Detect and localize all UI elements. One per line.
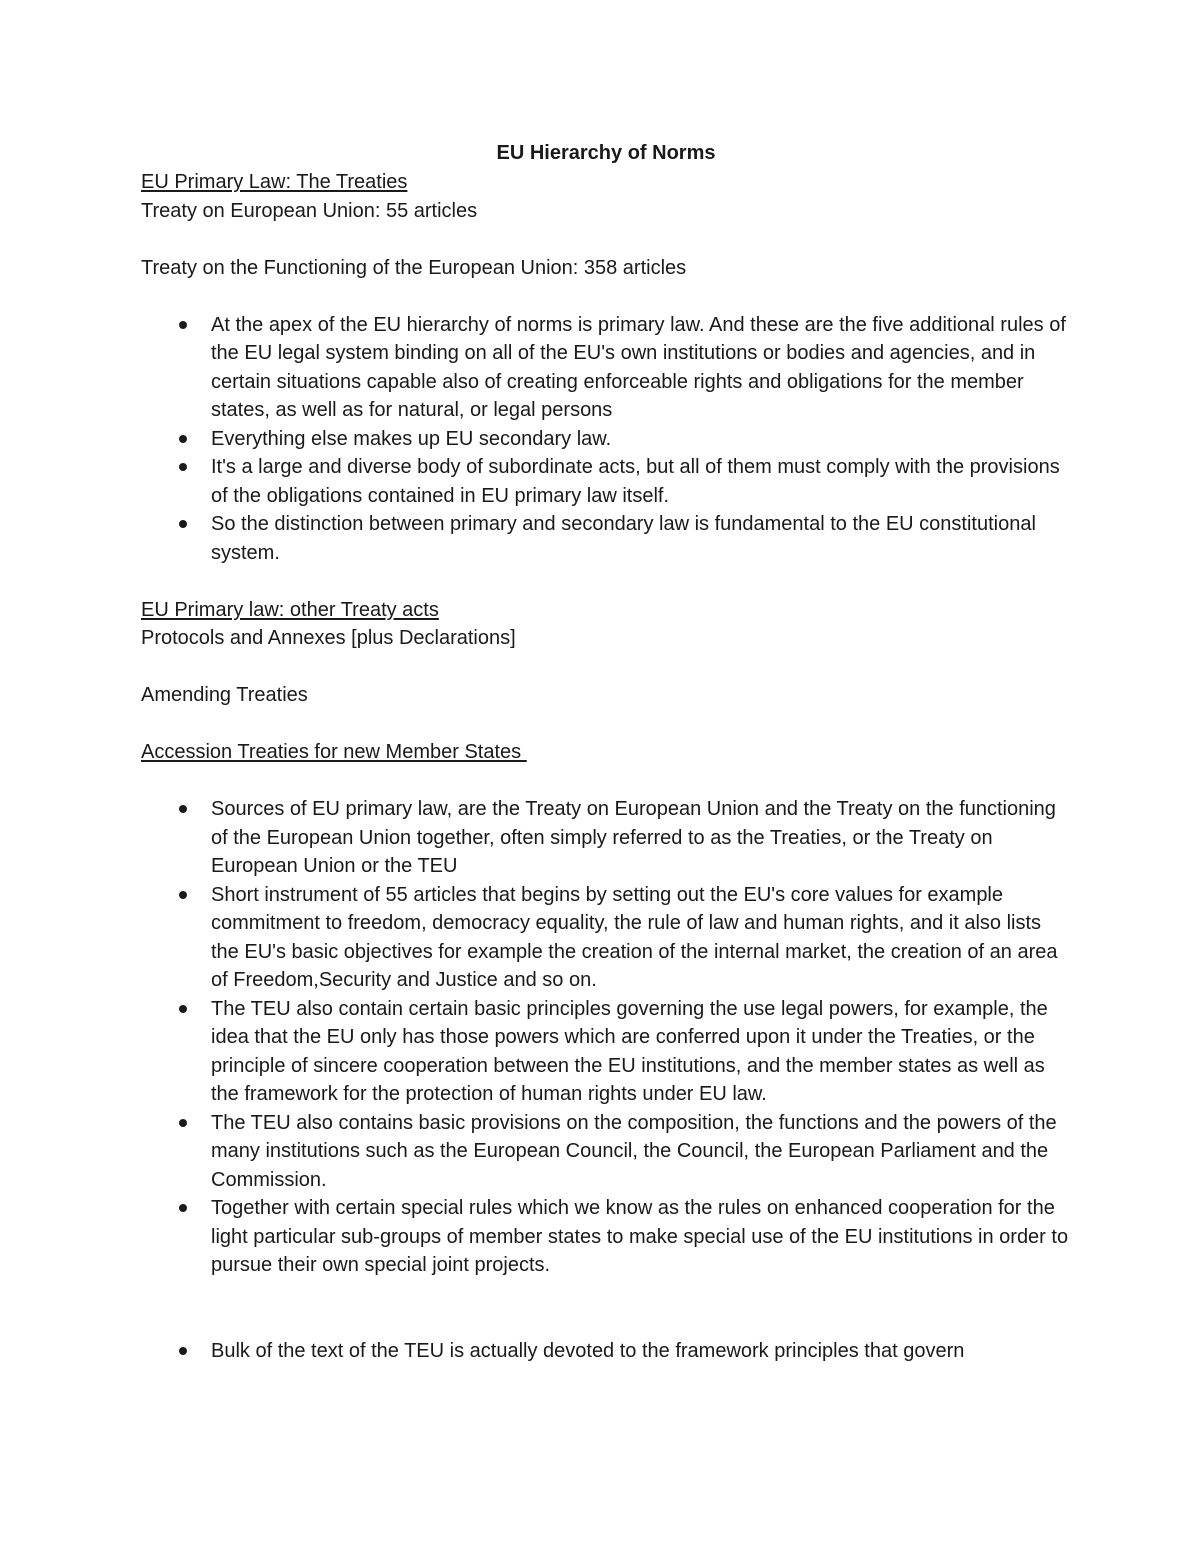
blank-line — [141, 1280, 1071, 1309]
list-item: Together with certain special rules which we know as the rules on enhanced cooperation for the light particular sub-groups of member states to make special use of the EU institutions in order to pursue their own special joint projects. — [141, 1194, 1071, 1280]
bullet-icon — [179, 520, 187, 528]
bullet-icon — [179, 321, 187, 329]
blank-line — [141, 225, 1071, 254]
final-bullet-list — [141, 1337, 1071, 1366]
list-item: Short instrument of 55 articles that begins by setting out the EU's core values for example commitment to freedom, democracy equality, the rule of law and human rights, and it also lists the EU's basic objectives for example the creation of the internal market, the creation of an area of Freedom,Security and Justice and so on. — [141, 881, 1071, 995]
section-heading-other-acts: EU Primary law: other Treaty acts — [141, 598, 439, 621]
blank-line — [141, 567, 1071, 596]
protocols-line: Protocols and Annexes [plus Declarations] — [141, 627, 516, 649]
sources-bullet-list — [141, 795, 1071, 1280]
document-title: EU Hierarchy of Norms — [496, 142, 716, 164]
bullet-icon — [179, 435, 187, 443]
bullet-icon — [179, 1204, 187, 1212]
list-item: It's a large and diverse body of subordinate acts, but all of them must comply with the provisions of the obligations contained in EU primary law itself. — [141, 453, 1071, 510]
primary-law-bullet-list — [141, 311, 1071, 568]
bullet-icon — [179, 805, 187, 813]
list-item: At the apex of the EU hierarchy of norms is primary law. And these are the five additional rules of the EU legal system binding on all of the EU's own institutions or bodies and agencies, and in certain situations capable also of creating enforceable rights and obligations for the member states, as well as for natural, or legal persons — [141, 311, 1071, 425]
bullet-icon — [179, 891, 187, 899]
blank-line — [141, 767, 1071, 796]
list-item: Everything else makes up EU secondary law. — [141, 425, 1071, 454]
section-heading-treaties: EU Primary Law: The Treaties — [141, 171, 408, 193]
blank-line — [141, 1308, 1071, 1337]
list-item: Bulk of the text of the TEU is actually devoted to the framework principles that govern — [141, 1337, 1071, 1366]
bullet-icon — [179, 463, 187, 471]
list-item: Sources of EU primary law, are the Treaty on European Union and the Treaty on the functioning of the European Union together, often simply referred to as the Treaties, or the Treaty on European Union or the TEU — [141, 795, 1071, 881]
list-item: So the distinction between primary and secondary law is fundamental to the EU constitutional system. — [141, 510, 1071, 567]
bullet-icon — [179, 1347, 187, 1355]
blank-line — [141, 710, 1071, 739]
blank-line — [141, 653, 1071, 682]
document-page — [141, 139, 1071, 1365]
tfeu-articles-line: Treaty on the Functioning of the European Union: 358 articles — [141, 256, 687, 279]
teu-articles-line: Treaty on European Union: 55 articles — [141, 199, 478, 222]
blank-line — [141, 282, 1071, 311]
list-item: The TEU also contains basic provisions on the composition, the functions and the powers of the many institutions such as the European Council, the Council, the European Parliament and the Commission. — [141, 1109, 1071, 1195]
list-item: The TEU also contain certain basic principles governing the use legal powers, for example, the idea that the EU only has those powers which are conferred upon it under the Treaties, or the principle of sincere cooperation between the EU institutions, and the member states as well as the framework for the protection of human rights under EU law. — [141, 995, 1071, 1109]
amending-treaties-line: Amending Treaties — [141, 684, 308, 706]
section-heading-accession: Accession Treaties for new Member States — [141, 741, 527, 763]
bullet-icon — [179, 1005, 187, 1013]
bullet-icon — [179, 1119, 187, 1127]
